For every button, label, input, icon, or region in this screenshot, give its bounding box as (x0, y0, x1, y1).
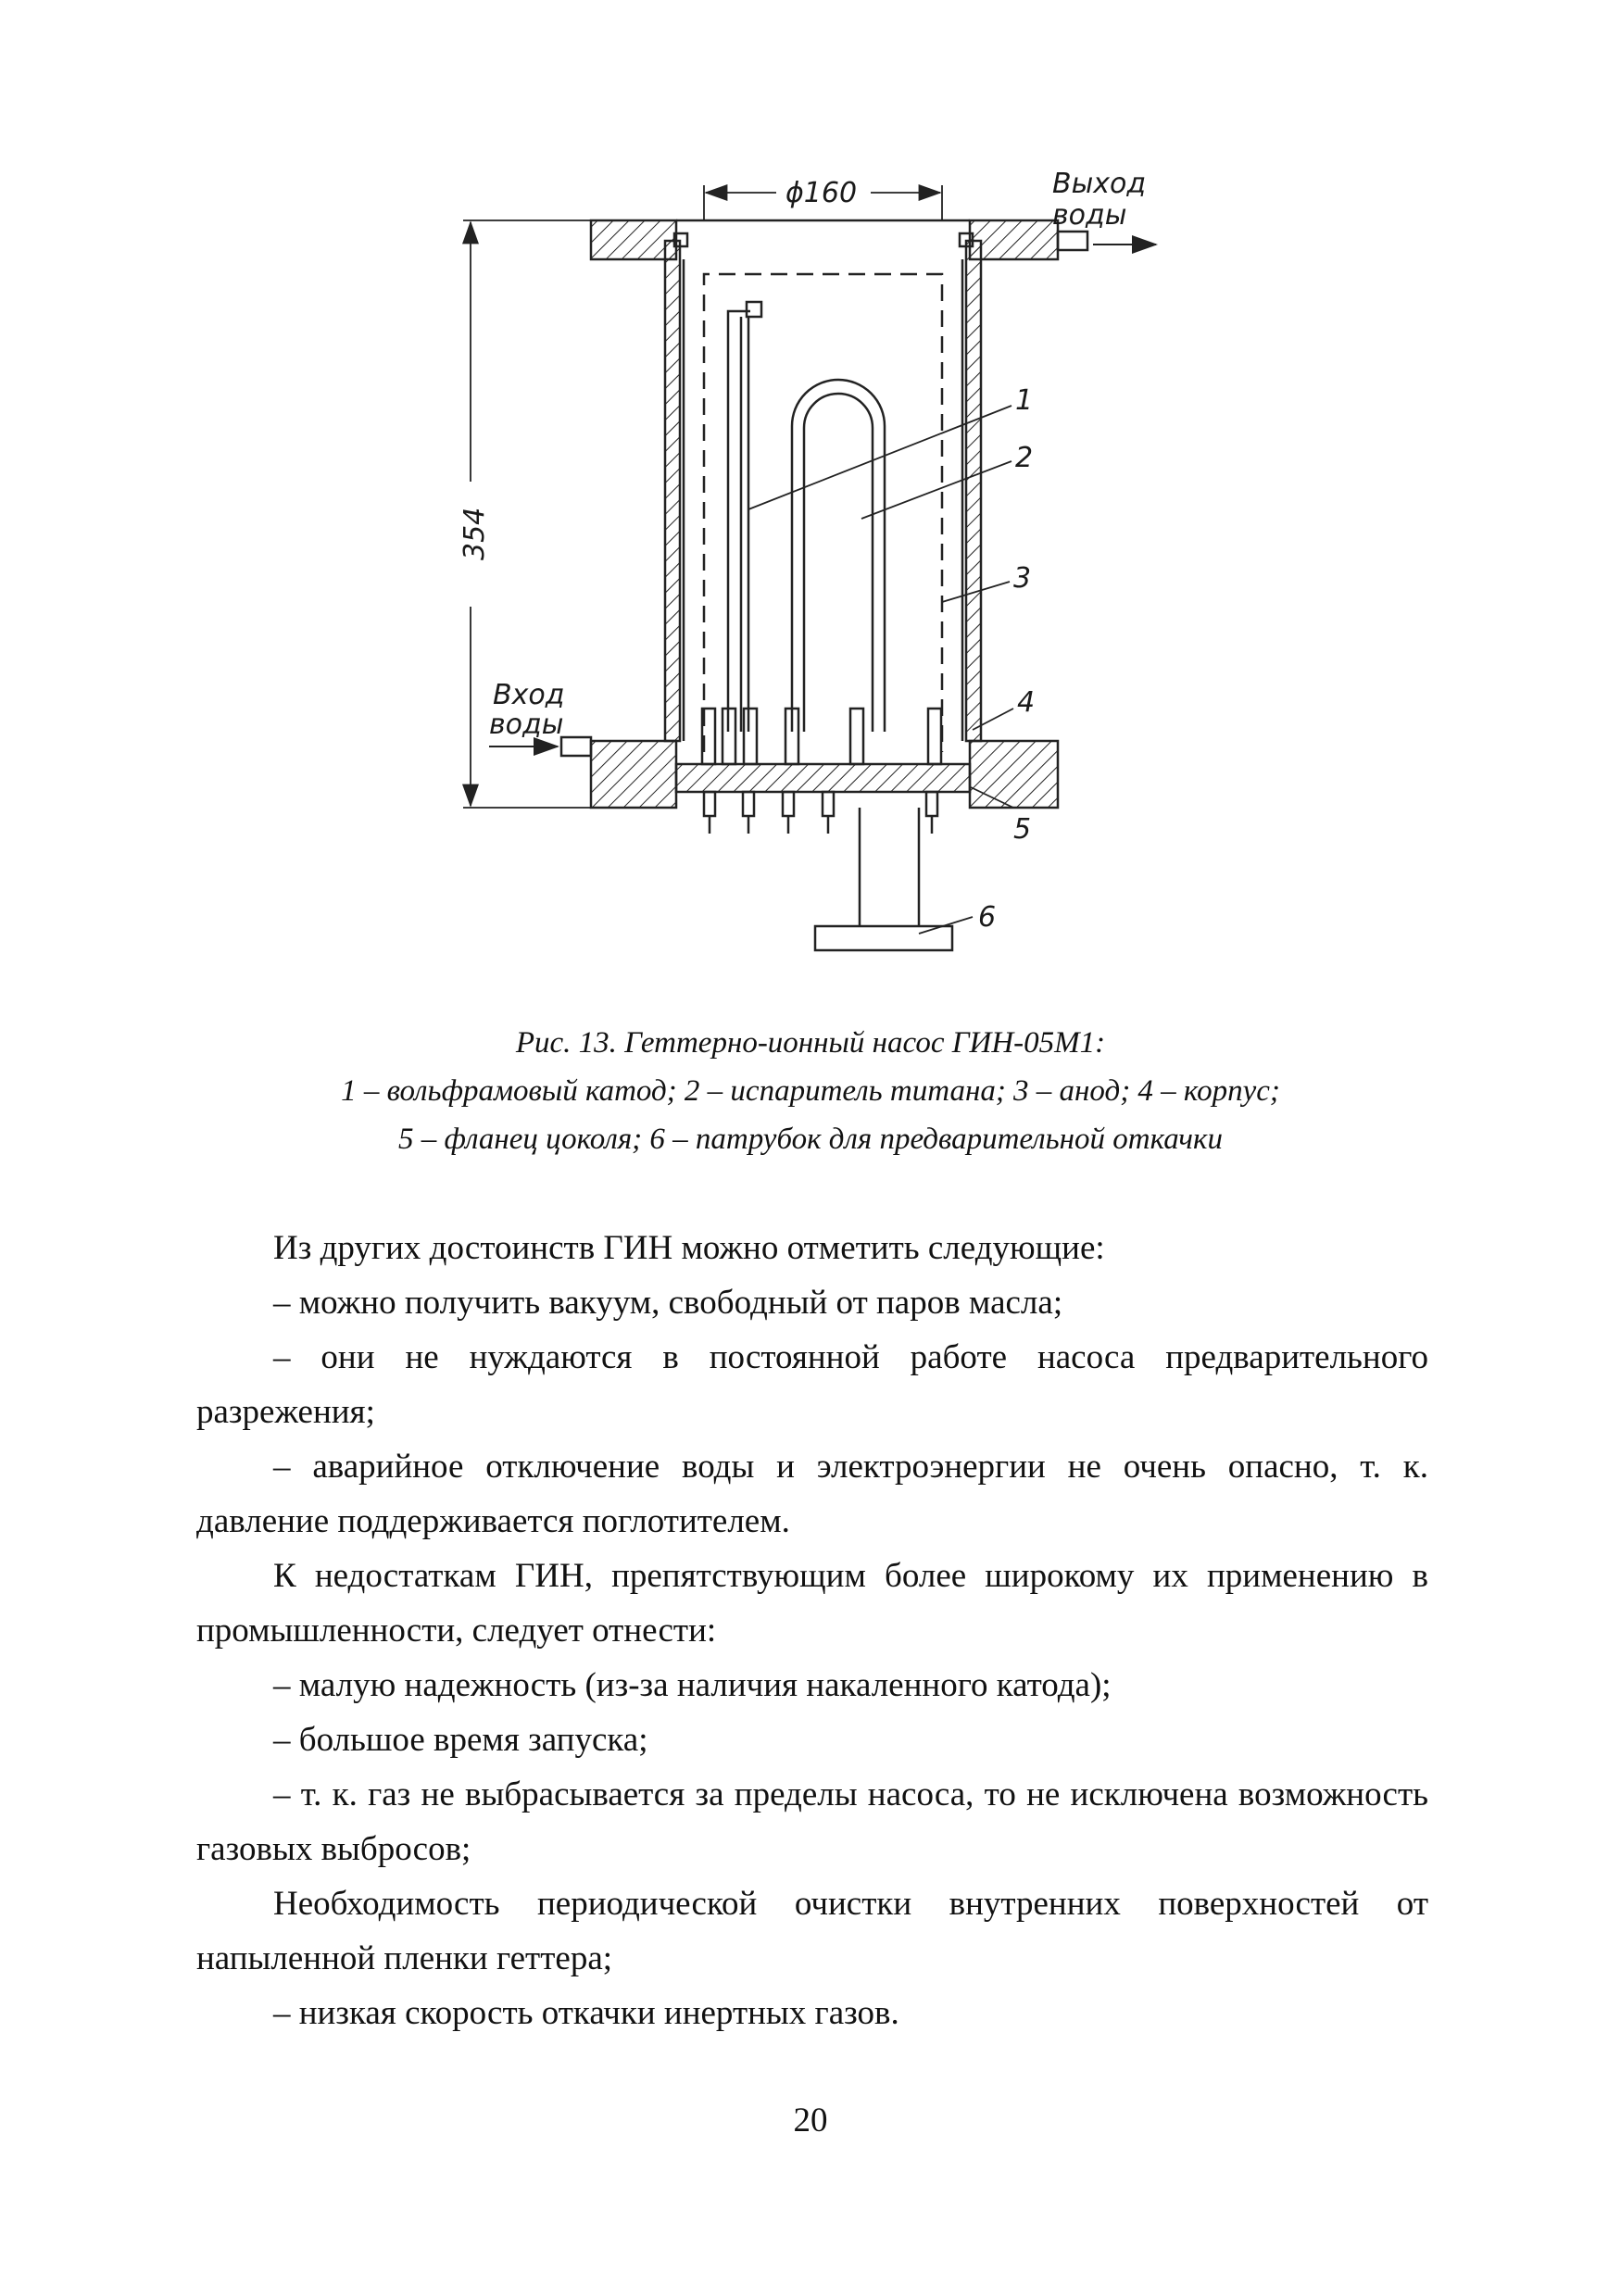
body-text (196, 1221, 1428, 2040)
body-left-wall (665, 241, 680, 741)
caption-line-3: 5 – фланец цоколя; 6 – патрубок для предварительной откачки (398, 1123, 1223, 1156)
water-outlet-pipe (1058, 232, 1087, 250)
bottom-flange-right (970, 741, 1058, 808)
top-flange (591, 220, 676, 259)
paragraph: – низкая скорость откачки инертных газов. (273, 1994, 899, 2032)
water-out-label-2: воды (1052, 199, 1127, 232)
base-plate (676, 764, 970, 792)
titanium-evaporator (792, 380, 885, 732)
pump-diagram (0, 0, 1621, 1000)
paragraph: – они не нуждаются в постоянной работе насоса предварительного разрежения; (196, 1338, 1428, 1431)
water-out-label-1: Выход (1052, 168, 1147, 200)
height-label: 354 (459, 507, 491, 560)
water-in-label-1: Вход (493, 679, 565, 711)
bottom-flange-left (591, 741, 676, 808)
paragraph: – аварийное отключение воды и электроэнергии не очень опасно, т. к. давление поддерживается поглотителем. (196, 1448, 1428, 1540)
callout-2: 2 (1015, 442, 1034, 474)
water-inlet-pipe (561, 737, 591, 756)
diameter-label: ϕ160 (785, 177, 858, 209)
callout-1: 1 (1015, 384, 1034, 417)
paragraph: – можно получить вакуум, свободный от паров масла; (273, 1284, 1063, 1322)
figure-caption (0, 1019, 1621, 1163)
callout-5: 5 (1013, 813, 1032, 846)
top-flange-right (970, 220, 1058, 259)
paragraph: – малую надежность (из-за наличия накаленного катода); (273, 1666, 1112, 1704)
paragraph: – т. к. газ не выбрасывается за пределы насоса, то не исключена возможность газовых выбросов; (196, 1775, 1428, 1868)
page-number: 20 (793, 2102, 828, 2139)
caption-title: Рис. 13. Геттерно-ионный насос ГИН-05М1: (515, 1026, 1106, 1060)
paragraph: Необходимость периодической очистки внутренних поверхностей от напыленной пленки геттера; (196, 1885, 1428, 1977)
pump-figure (0, 0, 1621, 1000)
paragraph: К недостаткам ГИН, препятствующим более широкому их применению в промышленности, следует отнести: (196, 1557, 1428, 1650)
cathode-wire (728, 311, 750, 732)
callout-6: 6 (978, 901, 997, 934)
paragraph: Из других достоинств ГИН можно отметить следующие: (273, 1229, 1105, 1267)
roughing-port (860, 808, 919, 926)
body-right-wall (966, 241, 981, 741)
water-in-label-2: воды (489, 709, 564, 741)
caption-line-2: 1 – вольфрамовый катод; 2 – испаритель титана; 3 – анод; 4 – корпус; (341, 1074, 1280, 1108)
paragraph: – большое время запуска; (273, 1721, 648, 1759)
callout-4: 4 (1017, 686, 1036, 719)
callout-3: 3 (1013, 562, 1032, 595)
anode-screen (704, 274, 942, 752)
